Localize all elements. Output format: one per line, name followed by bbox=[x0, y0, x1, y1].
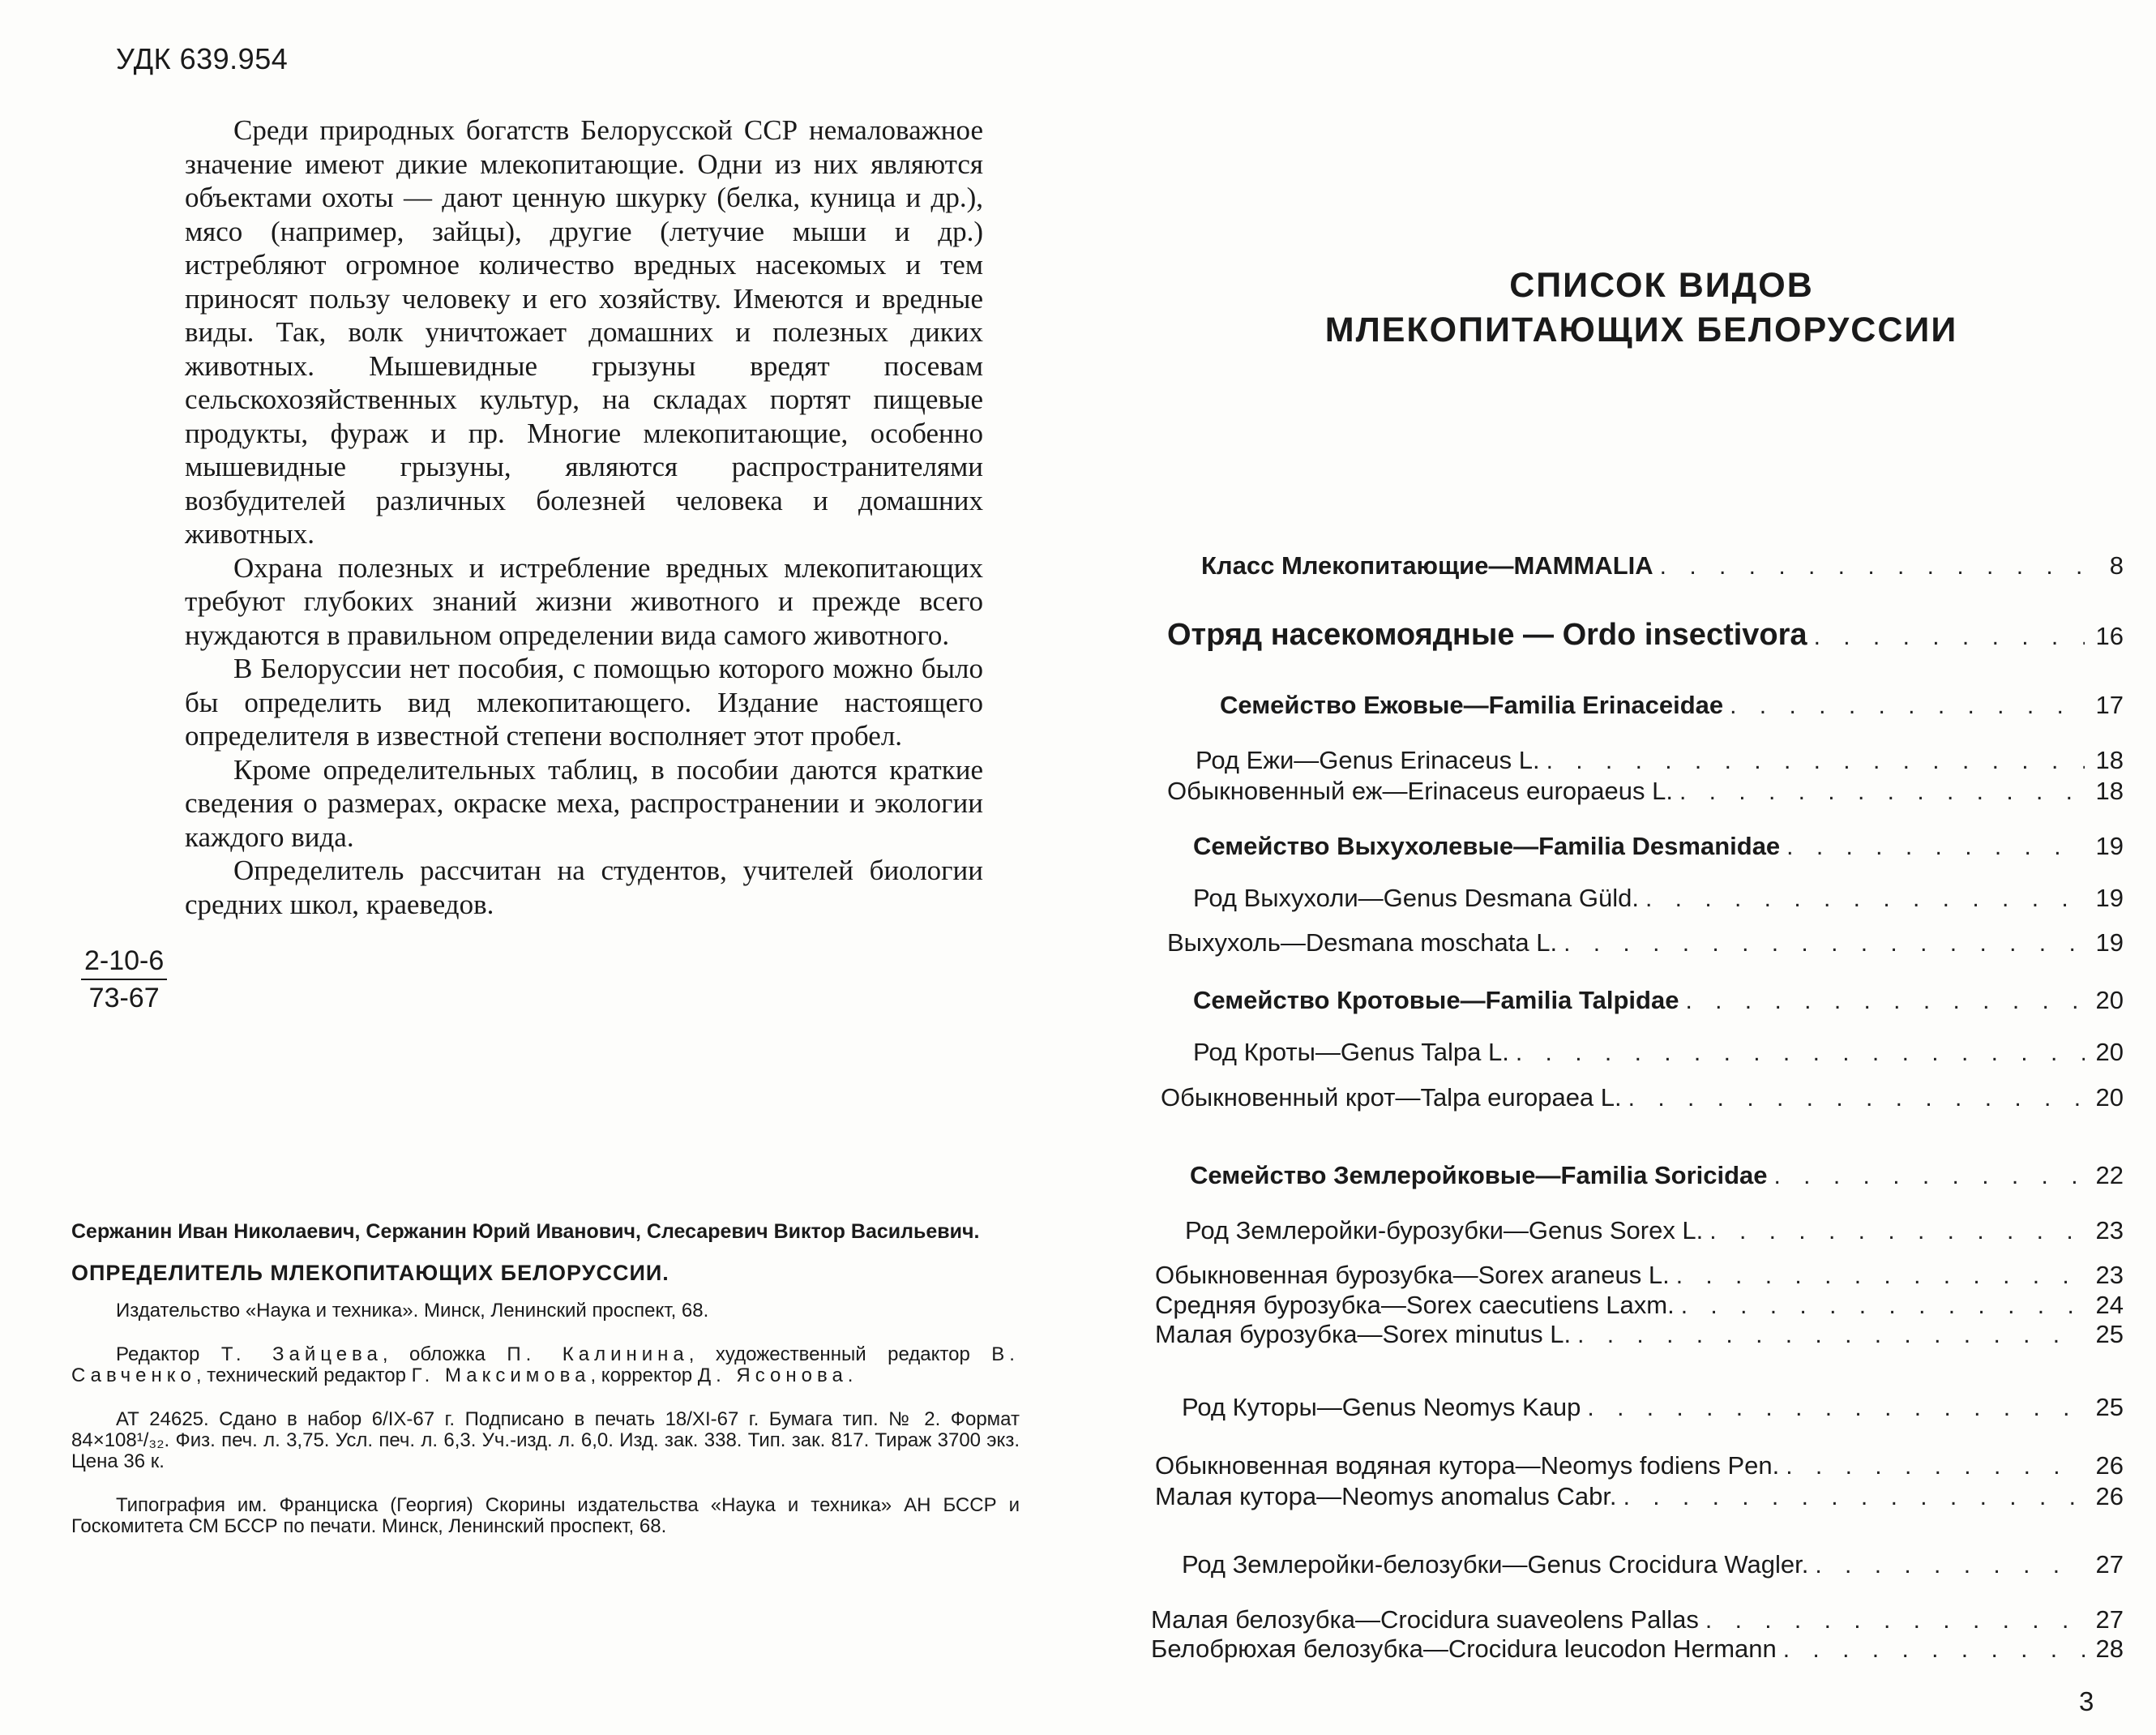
imprint-print-info: АТ 24625. Сдано в набор 6/IX-67 г. Подписано в печать 18/XI-67 г. Бумага тип. № 2. Формат 84×108¹/₃₂. Физ. печ. л. 3,75. Усл. печ. л. 6,3. Уч.-изд. л. 6,0. Изд. зак. 338. Тип. зак. 817. Тираж 3700 экз. Цена 36 к. bbox=[71, 1408, 1020, 1472]
heading-line-1: СПИСОК ВИДОВ bbox=[1509, 266, 1814, 305]
species-list-heading bbox=[1078, 263, 2156, 353]
toc-entry-text: Класс Млекопитающие—MAMMALIA bbox=[1201, 551, 1653, 580]
tech-editor-name: Г. Максимова bbox=[411, 1364, 591, 1386]
editors-part: . bbox=[847, 1364, 853, 1386]
toc-leader bbox=[1774, 1163, 2085, 1190]
toc-entry-text: Род Ежи—Genus Erinaceus L. bbox=[1196, 746, 1540, 774]
toc-page-number: 23 bbox=[2095, 1216, 2124, 1244]
editor-name: Т. Зайцева bbox=[220, 1343, 383, 1365]
toc-leader bbox=[1685, 987, 2085, 1015]
toc-page-number: 27 bbox=[2095, 1605, 2124, 1634]
toc-row-species bbox=[1155, 1451, 2124, 1480]
toc-row-order bbox=[1167, 618, 2124, 653]
toc-row-genus bbox=[1193, 1038, 2124, 1067]
toc-entry-text: Род Выхухоли—Genus Desmana Güld. bbox=[1193, 884, 1639, 912]
proofreader-name: Д. Ясонова bbox=[697, 1364, 848, 1386]
intro-paragraph-4: Кроме определительных таблиц, в пособии даются краткие сведения о размерах, окраске меха, распространении и экологии каждого вида. bbox=[185, 753, 983, 853]
intro-paragraph-2: Охрана полезных и истребление вредных млекопитающих требуют глубоких знаний жизни животного и прежде всего нуждаются в правильном определении вида самого животного. bbox=[185, 551, 983, 651]
toc-row-species bbox=[1155, 1320, 2124, 1349]
toc-leader bbox=[1786, 833, 2085, 861]
toc-row-family bbox=[1193, 986, 2124, 1015]
editors-part: , обложка bbox=[382, 1343, 507, 1365]
page-number: 3 bbox=[2079, 1686, 2094, 1716]
toc-row-genus bbox=[1193, 884, 2124, 913]
editors-part: , корректор bbox=[590, 1364, 698, 1386]
editors-part: , художественный редактор bbox=[688, 1343, 992, 1365]
toc-row-species bbox=[1151, 1634, 2124, 1664]
imprint-typography: Типография им. Франциска (Георгия) Скорины издательства «Наука и техника» АН БССР и Госкомитета СМ БССР по печати. Минск, Ленинский проспект, 68. bbox=[71, 1494, 1020, 1537]
toc-row-family bbox=[1220, 691, 2124, 720]
toc-page-number: 19 bbox=[2095, 832, 2124, 860]
toc-leader bbox=[1783, 1636, 2085, 1664]
toc-page-number: 16 bbox=[2095, 622, 2124, 650]
toc-row-species bbox=[1167, 928, 2124, 957]
toc-leader bbox=[1564, 930, 2085, 957]
toc-row-genus bbox=[1182, 1393, 2124, 1422]
toc-page-number: 24 bbox=[2095, 1291, 2124, 1319]
art-editor-name: В. Савченко bbox=[71, 1343, 1020, 1386]
toc-leader bbox=[1587, 1394, 2085, 1422]
toc-page-number: 19 bbox=[2095, 884, 2124, 912]
toc-leader bbox=[1577, 1322, 2085, 1349]
toc-leader bbox=[1786, 1453, 2085, 1480]
toc-leader bbox=[1660, 553, 2085, 580]
toc-page-number: 28 bbox=[2095, 1634, 2124, 1663]
toc-entry-text: Род Кроты—Genus Talpa L. bbox=[1193, 1038, 1509, 1066]
toc-leader bbox=[1645, 885, 2085, 913]
toc-row-species bbox=[1155, 1482, 2124, 1511]
toc-entry-text: Средняя бурозубка—Sorex caecutiens Laxm. bbox=[1155, 1291, 1675, 1319]
imprint-title: ОПРЕДЕЛИТЕЛЬ МЛЕКОПИТАЮЩИХ БЕЛОРУССИИ. bbox=[71, 1261, 669, 1285]
toc-entry-text: Обыкновенный еж—Erinaceus europaeus L. bbox=[1167, 777, 1673, 805]
toc-leader bbox=[1705, 1607, 2085, 1634]
toc-page-number: 20 bbox=[2095, 1038, 2124, 1066]
toc-row-species bbox=[1167, 777, 2124, 806]
toc-leader bbox=[1709, 1218, 2085, 1245]
toc-row-family bbox=[1193, 832, 2124, 861]
toc-leader bbox=[1516, 1039, 2085, 1067]
intro-paragraph-5: Определитель рассчитан на студентов, учителей биологии средних школ, краеведов. bbox=[185, 855, 983, 920]
toc-entry-text: Семейство Ежовые—Familia Erinaceidae bbox=[1220, 691, 1724, 719]
imprint-editors bbox=[71, 1344, 1020, 1386]
catalog-code-top: 2-10-6 bbox=[81, 943, 167, 980]
toc-entry-text: Малая кутора—Neomys anomalus Cabr. bbox=[1155, 1482, 1617, 1510]
toc-leader bbox=[1623, 1484, 2085, 1511]
toc-entry-text: Род Землеройки-бурозубки—Genus Sorex L. bbox=[1185, 1216, 1704, 1244]
toc-page-number: 19 bbox=[2095, 928, 2124, 957]
toc-entry-text: Обыкновенная водяная кутора—Neomys fodiens Pen. bbox=[1155, 1451, 1780, 1480]
catalog-code-bottom: 73-67 bbox=[88, 983, 160, 1013]
toc-row-species bbox=[1161, 1083, 2124, 1112]
cover-artist-name: П. Калинина bbox=[507, 1343, 689, 1365]
toc-leader bbox=[1814, 623, 2085, 651]
toc-entry-text: Белобрюхая белозубка—Crocidura leucodon Hermann bbox=[1151, 1634, 1777, 1663]
toc-leader bbox=[1815, 1552, 2085, 1579]
toc-row-species bbox=[1151, 1605, 2124, 1634]
toc-entry-text: Семейство Кротовые—Familia Talpidae bbox=[1193, 986, 1679, 1014]
toc-page-number: 23 bbox=[2095, 1261, 2124, 1289]
toc-row-genus bbox=[1185, 1216, 2124, 1245]
toc-page-number: 20 bbox=[2095, 986, 2124, 1014]
toc-page-number: 8 bbox=[2109, 551, 2124, 580]
toc-entry-text: Малая бурозубка—Sorex minutus L. bbox=[1155, 1320, 1572, 1348]
toc-entry-text: Малая белозубка—Crocidura suaveolens Pallas bbox=[1151, 1605, 1699, 1634]
toc-page-number: 20 bbox=[2095, 1083, 2124, 1112]
toc-page-number: 18 bbox=[2095, 746, 2124, 774]
toc-leader bbox=[1676, 1262, 2085, 1290]
toc-entry-text: Обыкновенная бурозубка—Sorex araneus L. bbox=[1155, 1261, 1670, 1289]
toc-row-genus bbox=[1196, 746, 2124, 775]
toc-page-number: 26 bbox=[2095, 1482, 2124, 1510]
toc-page-number: 25 bbox=[2095, 1393, 2124, 1421]
imprint-authors: Сержанин Иван Николаевич, Сержанин Юрий Иванович, Слесаревич Виктор Васильевич. bbox=[71, 1220, 980, 1243]
intro-paragraph-1: Среди природных богатств Белорусской ССР немаловажное значение имеют дикие млекопитающие. Одни из них являются объектами охоты — дают ценную шкурку (белка, куница и др.), мясо (например, зайцы), другие (летучие мыши и др.) истребляют огромное количество вредных насекомых и тем приносят пользу человеку и его хозяйству. Имеются и вредные виды. Так, волк уничтожает домашних и полезных диких животных. Мышевидные грызуны вредят посевам сельскохозяйственных культур, на складах портят пищевые продукты, фураж и пр. Многие млекопитающие, особенно мышевидные грызуны, являются распространителями возбудителей различных болезней человека и домашних животных. bbox=[185, 114, 983, 550]
toc-row-species bbox=[1155, 1291, 2124, 1320]
toc-entry-text: Отряд насекомоядные — Ordo insectivora bbox=[1167, 618, 1807, 652]
editors-part: , технический редактор bbox=[195, 1364, 412, 1386]
catalog-code bbox=[81, 943, 167, 1016]
toc-leader bbox=[1628, 1085, 2085, 1112]
imprint bbox=[71, 1220, 1020, 1560]
editors-part: Редактор bbox=[116, 1343, 221, 1365]
toc-row-class bbox=[1201, 551, 2124, 580]
toc-leader bbox=[1679, 778, 2085, 806]
toc-entry-text: Род Куторы—Genus Neomys Kaup bbox=[1182, 1393, 1581, 1421]
imprint-publisher: Издательство «Наука и техника». Минск, Ленинский проспект, 68. bbox=[116, 1300, 709, 1322]
intro-paragraph-3: В Белоруссии нет пособия, с помощью которого можно было бы определить вид млекопитающего. Издание настоящего определителя в известной степени восполняет этот пробел. bbox=[185, 653, 983, 752]
toc-entry-text: Семейство Землеройковые—Familia Soricidae bbox=[1190, 1161, 1768, 1189]
toc-page-number: 17 bbox=[2095, 691, 2124, 719]
toc-entry-text: Обыкновенный крот—Talpa europaea L. bbox=[1161, 1083, 1622, 1112]
toc-leader bbox=[1546, 748, 2085, 775]
toc-entry-text: Семейство Выхухолевые—Familia Desmanidae bbox=[1193, 832, 1781, 860]
toc-leader bbox=[1730, 692, 2085, 720]
toc-page-number: 22 bbox=[2095, 1161, 2124, 1189]
toc-entry-text: Выхухоль—Desmana moschata L. bbox=[1167, 928, 1558, 957]
intro-text bbox=[185, 114, 983, 921]
toc-row-genus bbox=[1182, 1550, 2124, 1579]
toc-entry-text: Род Землеройки-белозубки—Genus Crocidura Wagler. bbox=[1182, 1550, 1809, 1579]
toc-leader bbox=[1681, 1292, 2085, 1320]
toc-row-species bbox=[1155, 1261, 2124, 1290]
toc-page-number: 27 bbox=[2095, 1550, 2124, 1579]
toc-row-family bbox=[1190, 1161, 2124, 1190]
udk-code: УДК 639.954 bbox=[116, 42, 289, 75]
toc-page-number: 18 bbox=[2095, 777, 2124, 805]
toc-page-number: 25 bbox=[2095, 1320, 2124, 1348]
heading-line-2: МЛЕКОПИТАЮЩИХ БЕЛОРУССИИ bbox=[1324, 311, 1958, 349]
toc-page-number: 26 bbox=[2095, 1451, 2124, 1480]
